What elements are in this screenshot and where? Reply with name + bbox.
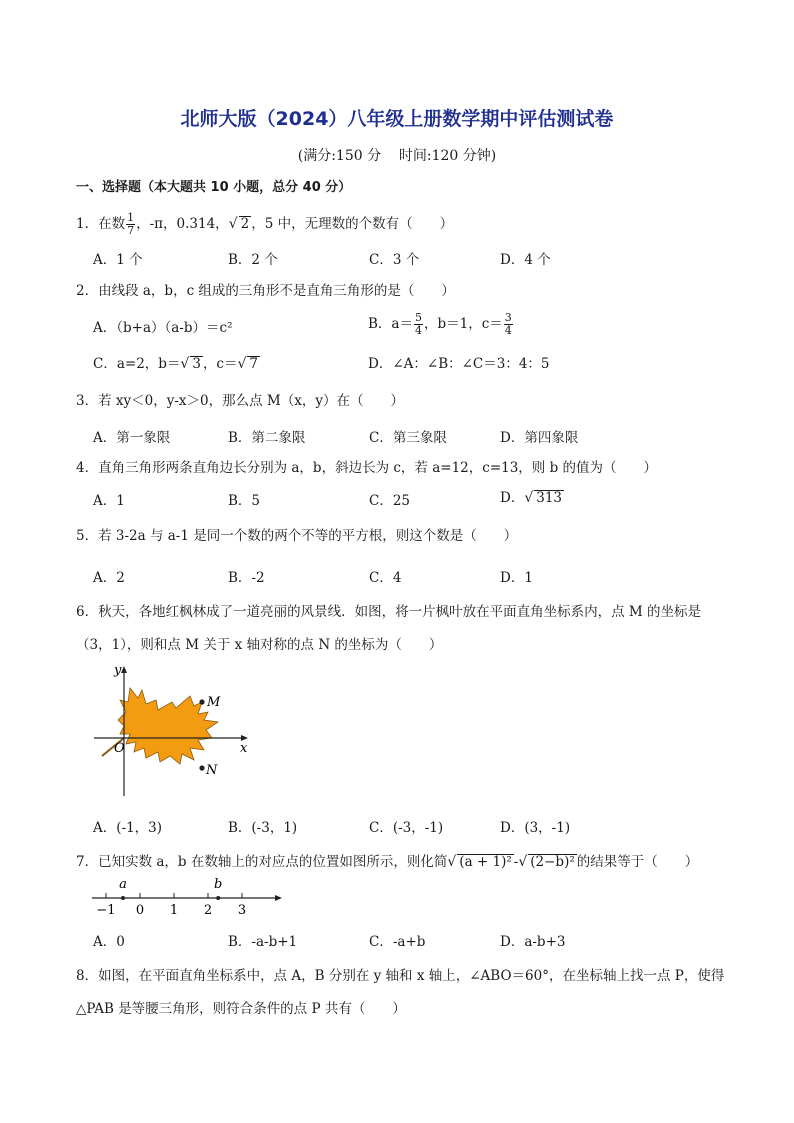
radical-icon: √ bbox=[447, 854, 457, 870]
origin-label: O bbox=[114, 741, 125, 756]
n-label: N bbox=[206, 763, 218, 778]
q1-option-b[interactable]: B．2 个 bbox=[228, 252, 278, 268]
q6-option-a[interactable]: A．(-1，3) bbox=[93, 820, 163, 836]
number-line-point-b bbox=[216, 896, 220, 900]
q3-option-a[interactable]: A．第一象限 bbox=[93, 430, 171, 446]
q2-option-b[interactable]: B．a＝ $\frac{5}{4}$ ，b＝1，c＝ $\frac{3}{4}$ bbox=[368, 311, 512, 337]
q5-option-a[interactable]: A．2 bbox=[93, 570, 125, 586]
question-7: 7．已知实数 a，b 在数轴上的对应点的位置如图所示，则化简√ (a + 1)² -√ (2−b)² 的结果等于（ ） bbox=[76, 854, 699, 870]
x-label: x bbox=[240, 741, 248, 756]
q5-option-b[interactable]: B．-2 bbox=[228, 570, 265, 586]
q3-option-c[interactable]: C．第三象限 bbox=[369, 430, 447, 446]
question-8-line1: 8．如图，在平面直角坐标系中，点 A，B 分别在 y 轴和 x 轴上，∠ABO＝60°，在坐标轴上找一点 P，使得 bbox=[76, 968, 725, 984]
number-line-point-a bbox=[121, 896, 125, 900]
number-line-tick-label: 3 bbox=[237, 903, 247, 918]
question-6-line2: （3，1），则和点 M 关于 x 轴对称的点 N 的坐标为（ ） bbox=[76, 637, 443, 653]
q6-option-c[interactable]: C．(-3，-1) bbox=[369, 820, 444, 836]
point-n bbox=[199, 765, 204, 770]
q7-option-b[interactable]: B．-a-b+1 bbox=[228, 934, 298, 950]
q4-option-b[interactable]: B．5 bbox=[228, 493, 261, 509]
number-line-tick-label: −1 bbox=[96, 903, 116, 918]
q4-option-c[interactable]: C．25 bbox=[369, 493, 411, 509]
radical-icon: √ bbox=[518, 854, 528, 870]
y-label: y bbox=[114, 663, 122, 678]
number-line-tick-label: 0 bbox=[135, 903, 145, 918]
q1-option-a[interactable]: A．1 个 bbox=[93, 252, 143, 268]
radical-icon: √ bbox=[228, 216, 238, 232]
question-5: 5．若 3-2a 与 a-1 是同一个数的两个不等的平方根，则这个数是（ ） bbox=[76, 528, 518, 544]
q2-option-c[interactable]: C．a=2，b＝√ 3 ，c＝√ 7 bbox=[93, 356, 259, 372]
q4-option-a[interactable]: A．1 bbox=[93, 493, 125, 509]
q6-option-b[interactable]: B．(-3，1) bbox=[228, 820, 298, 836]
maple-leaf-figure bbox=[90, 660, 260, 800]
radical-icon: √ bbox=[237, 356, 247, 372]
m-label: M bbox=[207, 695, 221, 710]
question-8-line2: △PAB 是等腰三角形，则符合条件的点 P 共有（ ） bbox=[76, 1001, 406, 1017]
radical-icon: √ bbox=[524, 490, 534, 506]
question-4: 4．直角三角形两条直角边长分别为 a，b，斜边长为 c，若 a=12，c=13，则 b 的值为（ ） bbox=[76, 460, 658, 476]
q1-prefix: 1．在数 bbox=[76, 216, 126, 232]
radical-icon: √ bbox=[180, 356, 190, 372]
q4-option-d[interactable]: D．√ 313 bbox=[500, 490, 563, 506]
q1-fraction: $\frac{1}{7}$ bbox=[127, 211, 135, 237]
number-line-tick-label: 2 bbox=[203, 903, 213, 918]
q1-option-d[interactable]: D．4 个 bbox=[500, 252, 551, 268]
q1-mid: ，-π，0.314， bbox=[136, 216, 229, 232]
q1-sqrt: 2 bbox=[240, 216, 250, 232]
question-1 bbox=[76, 212, 453, 237]
q2-option-a[interactable]: A．（b+a）（a-b）＝c² bbox=[93, 320, 233, 336]
q3-option-b[interactable]: B．第二象限 bbox=[228, 430, 306, 446]
q5-option-c[interactable]: C．4 bbox=[369, 570, 402, 586]
q6-option-d[interactable]: D．(3，-1) bbox=[500, 820, 571, 836]
number-line-figure bbox=[88, 874, 288, 918]
q7-option-d[interactable]: D．a-b+3 bbox=[500, 934, 566, 950]
q1-suffix: ，5 中，无理数的个数有（ ） bbox=[251, 216, 454, 232]
q7-option-a[interactable]: A．0 bbox=[93, 934, 125, 950]
y-arrow-icon bbox=[121, 666, 127, 673]
question-2: 2．由线段 a，b，c 组成的三角形不是直角三角形的是（ ） bbox=[76, 283, 455, 299]
point-m bbox=[199, 699, 204, 704]
q3-option-d[interactable]: D．第四象限 bbox=[500, 430, 579, 446]
question-3: 3．若 xy＜0，y-x＞0，那么点 M（x，y）在（ ） bbox=[76, 393, 404, 409]
maple-leaf-icon bbox=[118, 688, 218, 764]
exam-subtitle: (满分:150 分 时间:120 分钟) bbox=[297, 148, 497, 164]
number-line-label-a: a bbox=[119, 877, 127, 892]
number-line-arrow-icon bbox=[275, 895, 282, 901]
q5-option-d[interactable]: D．1 bbox=[500, 570, 533, 586]
q7-option-c[interactable]: C．-a+b bbox=[369, 934, 426, 950]
section-heading: 一、选择题（本大题共 10 小题，总分 40 分） bbox=[76, 180, 352, 195]
number-line-label-b: b bbox=[214, 877, 223, 892]
page-title: 北师大版（2024）八年级上册数学期中评估测试卷 bbox=[180, 108, 614, 130]
q1-option-c[interactable]: C．3 个 bbox=[369, 252, 420, 268]
q2-option-d[interactable]: D．∠A：∠B：∠C＝3：4：5 bbox=[368, 356, 550, 372]
number-line-tick-label: 1 bbox=[169, 903, 179, 918]
question-6-line1: 6．秋天，各地红枫林成了一道亮丽的风景线．如图，将一片枫叶放在平面直角坐标系内，点 M 的坐标是 bbox=[76, 604, 701, 620]
